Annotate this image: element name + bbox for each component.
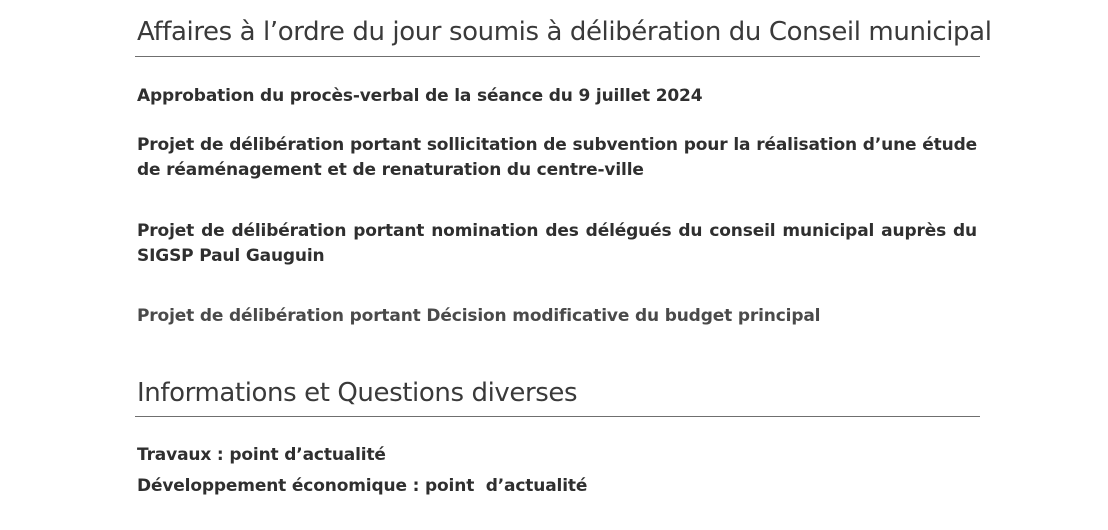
info-section-title: Informations et Questions diverses [137,378,578,408]
agenda-section-title: Affaires à l’ordre du jour soumis à délibération du Conseil municipal [137,17,992,47]
info-item-developpement: Développement économique : point d’actualité [137,476,588,496]
agenda-item-pv-approval: Approbation du procès-verbal de la séance du 9 juillet 2024 [137,86,703,106]
info-item-travaux: Travaux : point d’actualité [137,445,386,465]
info-title-underline [135,416,980,417]
agenda-item-sigsp-delegates: Projet de délibération portant nomination des délégués du conseil municipal auprès du SIGSP Paul Gauguin [137,221,977,266]
agenda-item-subvention: Projet de délibération portant sollicitation de subvention pour la réalisation d’une étude de réaménagement et de renaturation du centre-ville [137,135,977,180]
agenda-title-underline [135,56,980,57]
agenda-item-budget-decision: Projet de délibération portant Décision modificative du budget principal [137,306,821,326]
